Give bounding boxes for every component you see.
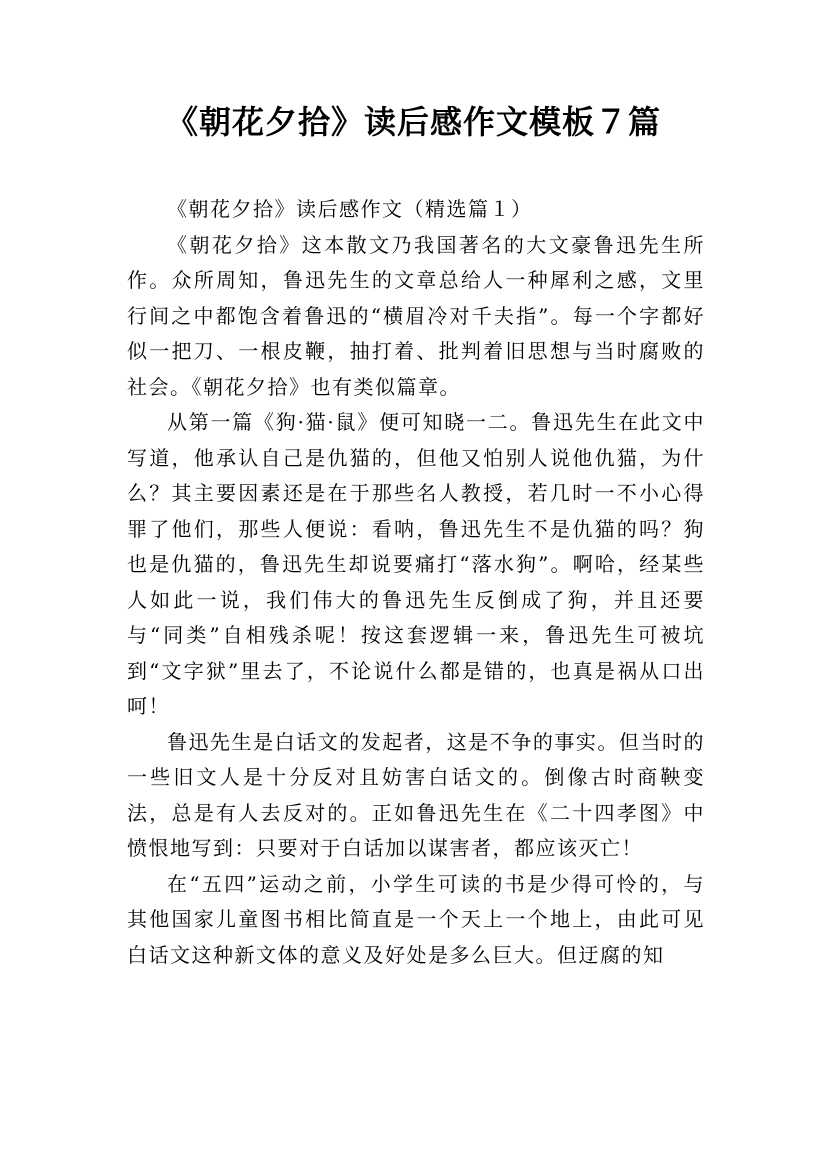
- section-heading: 《朝花夕拾》读后感作文（精选篇１）: [167, 197, 533, 221]
- paragraph-4: 在“五四”运动之前，小学生可读的书是少得可怜的，与其他国家儿童图书相比简直是一个天上一个地上，由此可见白话文这种新文体的意义及好处是多么巨大。但迂腐的知: [127, 871, 705, 967]
- paragraph-2: 从第一篇《狗·猫·鼠》便可知晓一二。鲁迅先生在此文中写道，他承认自己是仇猫的，但他又怕别人说他仇猫，为什么？其主要因素还是在于那些名人教授，若几时一不小心得罪了他们，那些人便说：看呐，鲁迅先生不是仇猫的吗？狗也是仇猫的，鲁迅先生却说要痛打“落水狗”。啊哈，经某些人如此一说，我们伟大的鲁迅先生反倒成了狗，并且还要与“同类”自相残杀呢！按这套逻辑一来，鲁迅先生可被坑到“文字狱”里去了，不论说什么都是错的，也真是祸从口出呵！: [127, 410, 705, 718]
- document-body: [127, 192, 705, 973]
- paragraph-3: 鲁迅先生是白话文的发起者，这是不争的事实。但当时的一些旧文人是十分反对且妨害白话文的。倒像古时商鞅变法，总是有人去反对的。正如鲁迅先生在《二十四孝图》中愤恨地写到：只要对于白话加以谋害者，都应该灭亡！: [127, 729, 705, 860]
- paragraph-1: 《朝花夕拾》这本散文乃我国著名的大文豪鲁迅先生所作。众所周知，鲁迅先生的文章总给人一种犀利之感，文里行间之中都饱含着鲁迅的“横眉冷对千夫指”。每一个字都好似一把刀、一根皮鞭，抽打着、批判着旧思想与当时腐败的社会。《朝花夕拾》也有类似篇章。: [127, 232, 705, 399]
- document-title: 《朝花夕拾》读后感作文模板７篇: [165, 103, 661, 141]
